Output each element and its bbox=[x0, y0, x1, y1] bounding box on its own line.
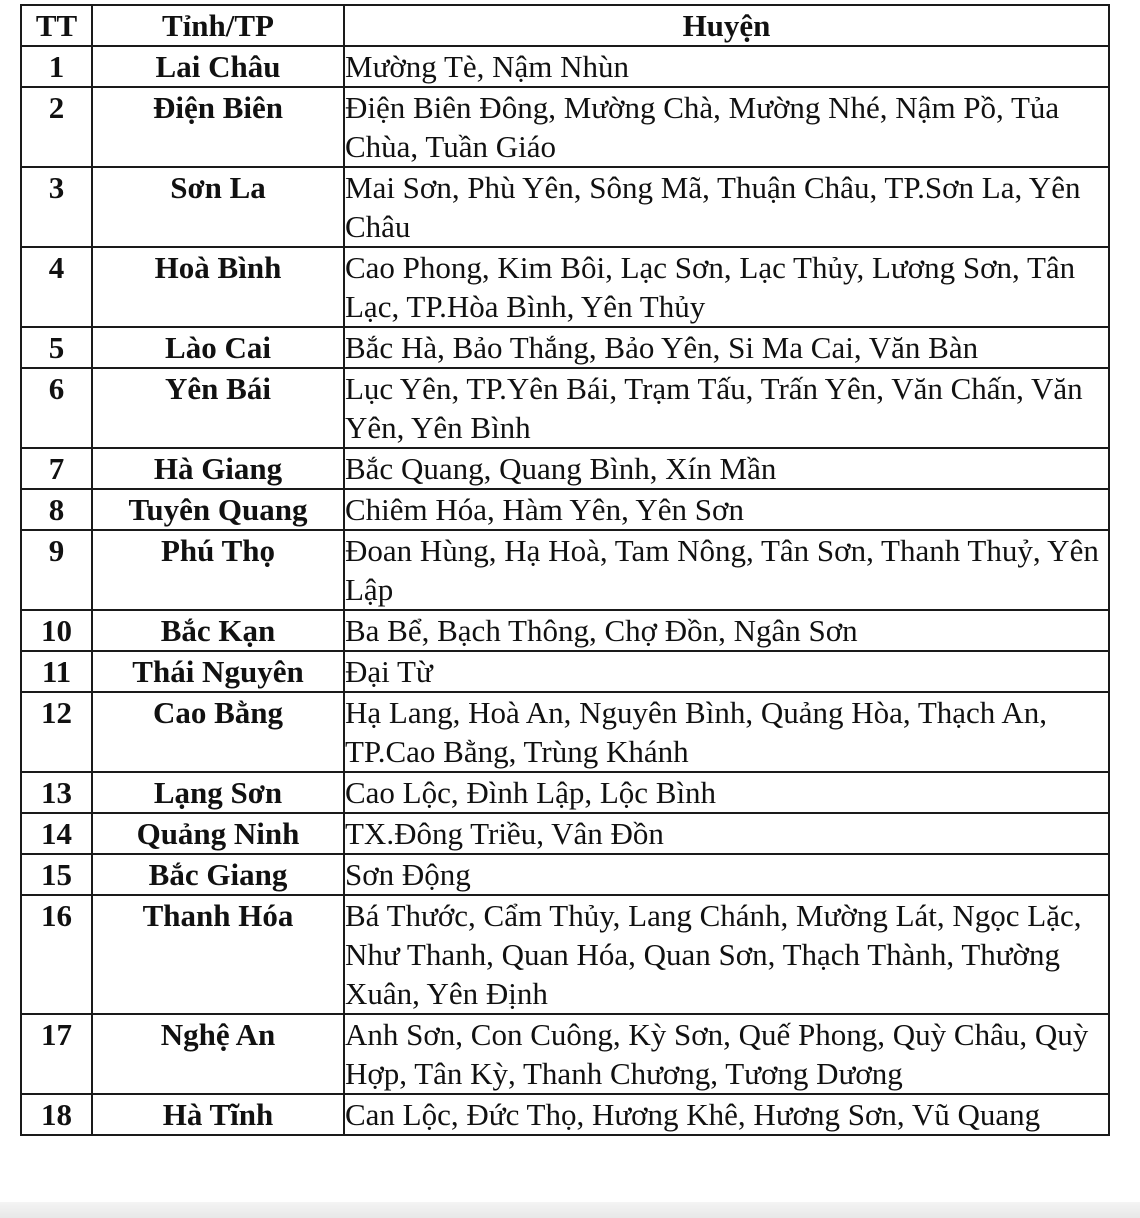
district-list: Đại Từ bbox=[344, 651, 1109, 692]
table-row bbox=[21, 46, 1109, 87]
district-list: Đoan Hùng, Hạ Hoà, Tam Nông, Tân Sơn, Thanh Thuỷ, Yên Lập bbox=[344, 530, 1109, 610]
district-list: Ba Bể, Bạch Thông, Chợ Đồn, Ngân Sơn bbox=[344, 610, 1109, 651]
province-name: Lai Châu bbox=[92, 46, 344, 87]
district-list: Bắc Hà, Bảo Thắng, Bảo Yên, Si Ma Cai, Văn Bàn bbox=[344, 327, 1109, 368]
province-name: Bắc Kạn bbox=[92, 610, 344, 651]
row-number: 9 bbox=[21, 530, 92, 610]
province-name: Quảng Ninh bbox=[92, 813, 344, 854]
province-name: Phú Thọ bbox=[92, 530, 344, 610]
province-name: Sơn La bbox=[92, 167, 344, 247]
district-list: Bá Thước, Cẩm Thủy, Lang Chánh, Mường Lát, Ngọc Lặc, Như Thanh, Quan Hóa, Quan Sơn, Thạch Thành, Thường Xuân, Yên Định bbox=[344, 895, 1109, 1014]
page-bottom-edge bbox=[0, 1202, 1140, 1218]
row-number: 2 bbox=[21, 87, 92, 167]
table-row bbox=[21, 1014, 1109, 1094]
table-row bbox=[21, 692, 1109, 772]
district-list: Sơn Động bbox=[344, 854, 1109, 895]
row-number: 15 bbox=[21, 854, 92, 895]
table-row bbox=[21, 87, 1109, 167]
row-number: 5 bbox=[21, 327, 92, 368]
header-district: Huyện bbox=[344, 5, 1109, 46]
table-row bbox=[21, 530, 1109, 610]
table-row bbox=[21, 489, 1109, 530]
district-list: Hạ Lang, Hoà An, Nguyên Bình, Quảng Hòa, Thạch An, TP.Cao Bằng, Trùng Khánh bbox=[344, 692, 1109, 772]
header-row bbox=[21, 5, 1109, 46]
district-list: Điện Biên Đông, Mường Chà, Mường Nhé, Nậm Pồ, Tủa Chùa, Tuần Giáo bbox=[344, 87, 1109, 167]
row-number: 12 bbox=[21, 692, 92, 772]
district-list: Chiêm Hóa, Hàm Yên, Yên Sơn bbox=[344, 489, 1109, 530]
table-row bbox=[21, 247, 1109, 327]
province-name: Nghệ An bbox=[92, 1014, 344, 1094]
province-name: Lạng Sơn bbox=[92, 772, 344, 813]
province-name: Hoà Bình bbox=[92, 247, 344, 327]
table-row bbox=[21, 813, 1109, 854]
table-row bbox=[21, 327, 1109, 368]
district-list: Anh Sơn, Con Cuông, Kỳ Sơn, Quế Phong, Quỳ Châu, Quỳ Hợp, Tân Kỳ, Thanh Chương, Tương Dương bbox=[344, 1014, 1109, 1094]
table-row bbox=[21, 610, 1109, 651]
district-list: Bắc Quang, Quang Bình, Xín Mần bbox=[344, 448, 1109, 489]
district-list: Can Lộc, Đức Thọ, Hương Khê, Hương Sơn, Vũ Quang bbox=[344, 1094, 1109, 1135]
province-name: Yên Bái bbox=[92, 368, 344, 448]
table-row bbox=[21, 772, 1109, 813]
table-row bbox=[21, 368, 1109, 448]
row-number: 13 bbox=[21, 772, 92, 813]
district-list: TX.Đông Triều, Vân Đồn bbox=[344, 813, 1109, 854]
table-header bbox=[21, 5, 1109, 46]
table-row bbox=[21, 651, 1109, 692]
table-row bbox=[21, 895, 1109, 1014]
province-name: Hà Tĩnh bbox=[92, 1094, 344, 1135]
row-number: 4 bbox=[21, 247, 92, 327]
header-tt: TT bbox=[21, 5, 92, 46]
province-name: Thanh Hóa bbox=[92, 895, 344, 1014]
row-number: 10 bbox=[21, 610, 92, 651]
district-list: Cao Phong, Kim Bôi, Lạc Sơn, Lạc Thủy, Lương Sơn, Tân Lạc, TP.Hòa Bình, Yên Thủy bbox=[344, 247, 1109, 327]
district-table bbox=[20, 4, 1110, 1136]
table-row bbox=[21, 448, 1109, 489]
row-number: 3 bbox=[21, 167, 92, 247]
province-name: Bắc Giang bbox=[92, 854, 344, 895]
table-body bbox=[21, 46, 1109, 1135]
row-number: 11 bbox=[21, 651, 92, 692]
district-list: Mai Sơn, Phù Yên, Sông Mã, Thuận Châu, TP.Sơn La, Yên Châu bbox=[344, 167, 1109, 247]
row-number: 7 bbox=[21, 448, 92, 489]
row-number: 18 bbox=[21, 1094, 92, 1135]
district-list: Cao Lộc, Đình Lập, Lộc Bình bbox=[344, 772, 1109, 813]
row-number: 17 bbox=[21, 1014, 92, 1094]
header-province: Tỉnh/TP bbox=[92, 5, 344, 46]
province-name: Thái Nguyên bbox=[92, 651, 344, 692]
table-row bbox=[21, 167, 1109, 247]
province-name: Lào Cai bbox=[92, 327, 344, 368]
province-name: Tuyên Quang bbox=[92, 489, 344, 530]
table-row bbox=[21, 854, 1109, 895]
row-number: 6 bbox=[21, 368, 92, 448]
row-number: 1 bbox=[21, 46, 92, 87]
table-row bbox=[21, 1094, 1109, 1135]
row-number: 16 bbox=[21, 895, 92, 1014]
district-list: Lục Yên, TP.Yên Bái, Trạm Tấu, Trấn Yên, Văn Chấn, Văn Yên, Yên Bình bbox=[344, 368, 1109, 448]
province-name: Cao Bằng bbox=[92, 692, 344, 772]
row-number: 8 bbox=[21, 489, 92, 530]
province-name: Điện Biên bbox=[92, 87, 344, 167]
province-name: Hà Giang bbox=[92, 448, 344, 489]
row-number: 14 bbox=[21, 813, 92, 854]
district-list: Mường Tè, Nậm Nhùn bbox=[344, 46, 1109, 87]
